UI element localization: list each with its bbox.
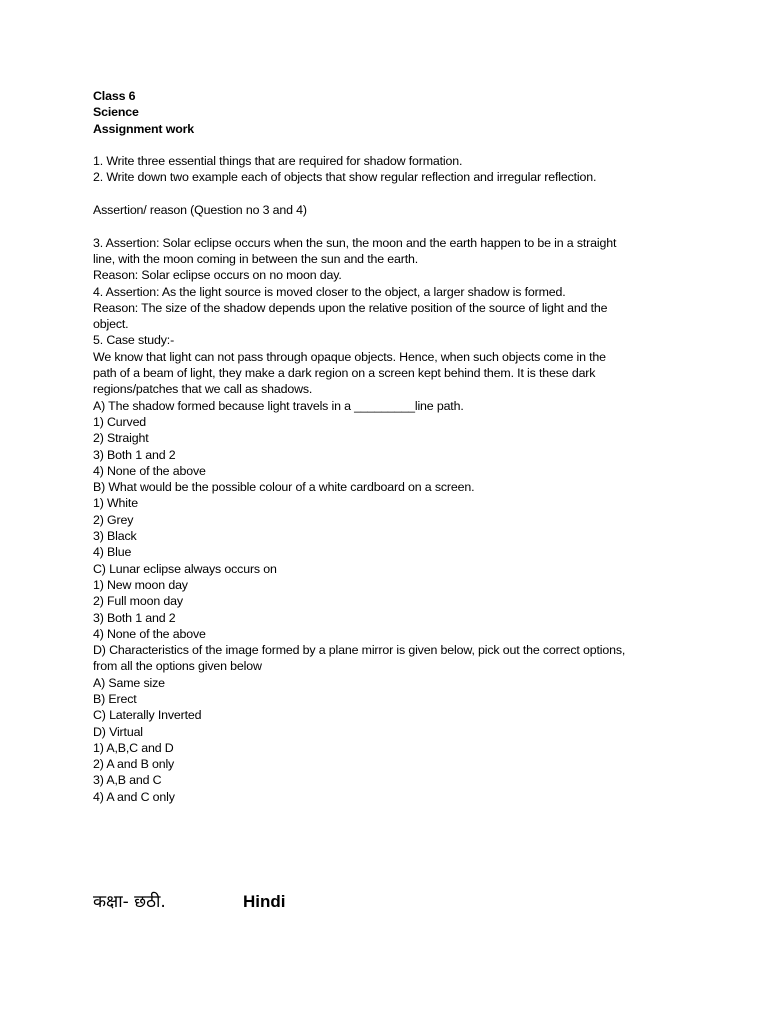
case-study-passage: We know that light can not pass through opaque objects. Hence, when such objects come in the [93,349,606,364]
option-item: 2) Straight [93,431,149,446]
option-item: 3) Both 1 and 2 [93,447,176,462]
question-3-assertion-cont: line, with the moon coming in between the sun and the earth. [93,251,419,266]
question-4-assertion: 4. Assertion: As the light source is moved closer to the object, a larger shadow is formed. [93,284,566,299]
option-item: 3) A,B and C [93,773,162,788]
subject-label: Science [93,105,139,120]
question-3-assertion: 3. Assertion: Solar eclipse occurs when the sun, the moon and the earth happen to be in a straight [93,235,617,250]
question-1: 1. Write three essential things that are required for shadow formation. [93,154,463,169]
option-item: 1) A,B,C and D [93,740,174,755]
characteristic-item: C) Laterally Inverted [93,708,202,723]
question-5-heading: 5. Case study:- [93,333,175,348]
case-study-passage: path of a beam of light, they make a dark region on a screen kept behind them. It is these dark [93,366,596,381]
question-3-reason: Reason: Solar eclipse occurs on no moon day. [93,268,342,283]
option-item: 1) White [93,496,138,511]
hindi-subject-label: Hindi [243,892,286,911]
sub-question-a: A) The shadow formed because light travels in a _________line path. [93,398,464,413]
option-item: 1) New moon day [93,577,188,592]
sub-question-d-cont: from all the options given below [93,659,262,674]
sub-question-c: C) Lunar eclipse always occurs on [93,561,277,576]
case-study-passage: regions/patches that we call as shadows. [93,382,313,397]
assignment-body [93,88,693,805]
question-2: 2. Write down two example each of objects that show regular reflection and irregular reflection. [93,170,597,185]
option-item: 2) Grey [93,512,134,527]
characteristic-item: A) Same size [93,675,165,690]
assertion-reason-heading: Assertion/ reason (Question no 3 and 4) [93,203,307,218]
sub-question-b: B) What would be the possible colour of a white cardboard on a screen. [93,480,475,495]
option-item: 3) Black [93,529,137,544]
sub-question-d: D) Characteristics of the image formed by a plane mirror is given below, pick out the correct options, [93,643,626,658]
question-4-reason-cont: object. [93,317,129,332]
characteristic-item: B) Erect [93,691,137,706]
option-item: 1) Curved [93,414,147,429]
hindi-section-header [93,890,286,914]
option-item: 3) Both 1 and 2 [93,610,176,625]
assignment-title: Assignment work [93,121,195,136]
option-item: 4) A and C only [93,789,175,804]
option-item: 4) Blue [93,545,132,560]
option-item: 2) Full moon day [93,594,183,609]
characteristic-item: D) Virtual [93,724,143,739]
question-4-reason: Reason: The size of the shadow depends upon the relative position of the source of light and the [93,300,608,315]
option-item: 4) None of the above [93,463,206,478]
option-item: 4) None of the above [93,626,206,641]
hindi-class-label: कक्षा- छठी. [93,892,166,912]
option-item: 2) A and B only [93,757,175,772]
class-label: Class 6 [93,89,136,103]
